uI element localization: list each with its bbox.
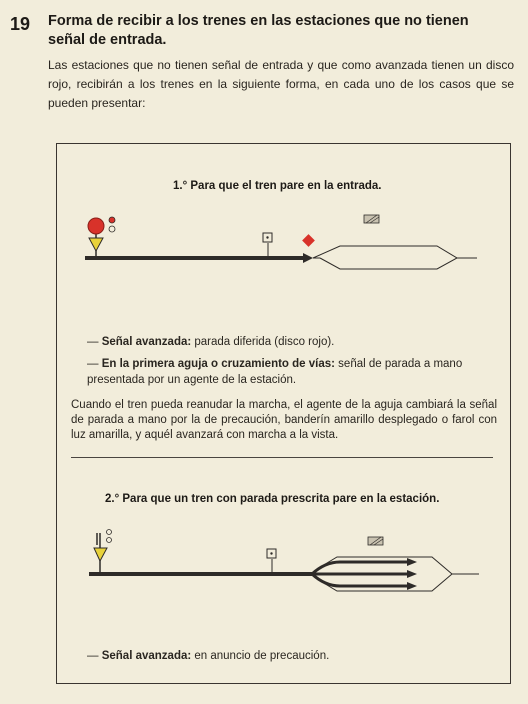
case-1-bullet-2: — En la primera aguja o cruzamiento de vías: señal de parada a mano presentada por un agente de la estación. xyxy=(87,358,463,386)
case-1-diagram xyxy=(57,206,512,296)
case-1-bullet-1: — Señal avanzada: parada diferida (disco rojo). xyxy=(87,336,335,348)
station-tracks xyxy=(313,246,477,269)
track-arrow-lower xyxy=(407,582,417,590)
signal-light-green xyxy=(107,530,112,535)
case-2-bullet-1: — Señal avanzada: en anuncio de precaución. xyxy=(87,650,330,662)
case-1-note: Cuando el tren pueda reanudar la marcha, el agente de la aguja cambiará la señal de parada a mano por la de precaución, banderín amarillo desplegado o farol con luz amarilla, y aquél avanzará con marcha a la vista. xyxy=(71,399,497,441)
divider xyxy=(71,457,493,458)
case-2-diagram xyxy=(57,519,512,619)
yellow-triangle-sign xyxy=(94,548,107,561)
illustration-frame xyxy=(56,143,511,684)
hand-stop-signal xyxy=(302,234,315,247)
intro-paragraph: Las estaciones que no tienen señal de entrada y que como avanzada tienen un disco rojo, recibirán a los trenes en la siguiente forma, en cada uno de los casos que se pueden presentar: xyxy=(48,58,514,110)
track-arrow-middle xyxy=(407,570,417,578)
case-2-title: 2.° Para que un tren con parada prescrita pare en la estación. xyxy=(105,493,440,505)
track-arrow-upper xyxy=(407,558,417,566)
track-arrow xyxy=(303,253,313,263)
signal-light-yellow xyxy=(109,226,115,232)
red-disc-signal xyxy=(88,218,104,234)
signal-light-yellow xyxy=(107,538,112,543)
section-title: Forma de recibir a los trenes en las estaciones que no tienen señal de entrada. xyxy=(48,13,469,48)
section-number: 19 xyxy=(10,14,31,34)
yellow-triangle-sign xyxy=(89,238,103,251)
signal-light-red xyxy=(109,217,115,223)
case-1-title: 1.° Para que el tren pare en la entrada. xyxy=(173,180,382,192)
